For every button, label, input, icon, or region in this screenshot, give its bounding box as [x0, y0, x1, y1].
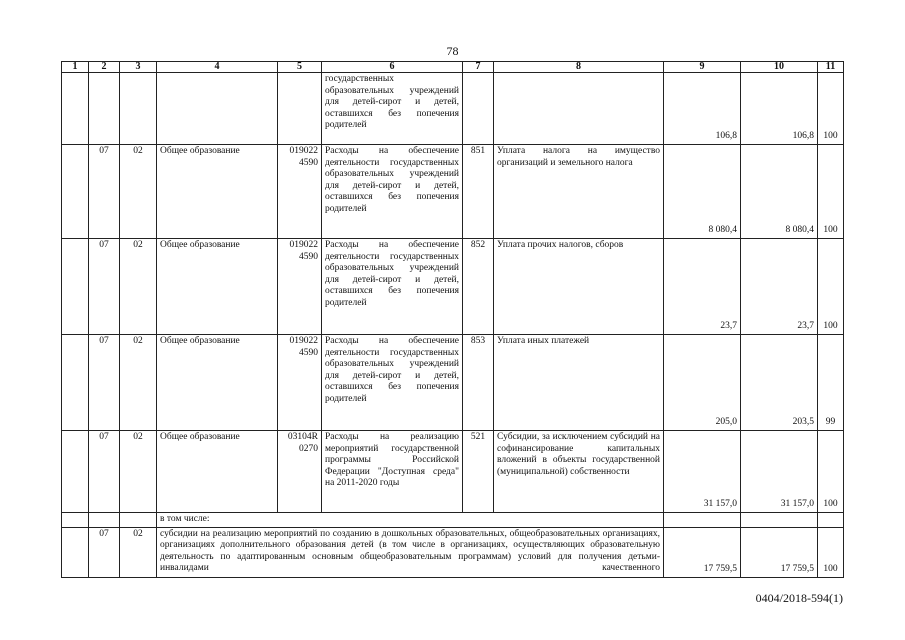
percent-executed: 100 [818, 73, 844, 145]
expense-type-code: 853 [463, 335, 494, 431]
expense-description: Расходы на обеспечение деятельности государственных образовательных учреждений для детей-сирот и детей, оставшихся без попечения родителей [322, 239, 463, 335]
expense-type-name: Уплата налога на имущество организаций и земельного налога [494, 145, 664, 239]
section-name: Общее образование [157, 239, 278, 335]
subsection-code: 02 [120, 239, 157, 335]
section-name: Общее образование [157, 145, 278, 239]
amount-planned: 8 080,4 [664, 145, 741, 239]
budget-table [61, 61, 844, 578]
percent-executed: 100 [818, 527, 844, 577]
document-code: 0404/2018-594(1) [755, 591, 843, 605]
header-cell-2: 2 [89, 62, 120, 73]
amount-executed: 8 080,4 [741, 145, 818, 239]
table-row [62, 145, 844, 239]
header-cell-7: 7 [463, 62, 494, 73]
target-article-code: 03104R 0270 [278, 431, 322, 513]
amount-executed: 203,5 [741, 335, 818, 431]
target-article-code: 019022 4590 [278, 145, 322, 239]
percent-executed: 99 [818, 335, 844, 431]
percent-executed: 100 [818, 431, 844, 513]
amount-planned: 31 157,0 [664, 431, 741, 513]
amount-planned: 205,0 [664, 335, 741, 431]
expense-type-name: Субсидии, за исключением субсидий на софинансирование капитальных вложений в объекты государственной (муниципальной) собственности [494, 431, 664, 513]
header-cell-3: 3 [120, 62, 157, 73]
expense-description: Расходы на реализацию мероприятий государственной программы Российской Федерации "Доступная среда" на 2011-2020 годы [322, 431, 463, 513]
table-row [62, 527, 844, 577]
section-name: Общее образование [157, 335, 278, 431]
table-row [62, 239, 844, 335]
target-article-code: 019022 4590 [278, 239, 322, 335]
amount-planned: 106,8 [664, 73, 741, 145]
expense-type-code: 852 [463, 239, 494, 335]
section-name: Общее образование [157, 431, 278, 513]
subsection-code: 02 [120, 527, 157, 577]
header-row [62, 62, 844, 73]
header-cell-11: 11 [818, 62, 844, 73]
header-cell-9: 9 [664, 62, 741, 73]
amount-executed: 17 759,5 [741, 527, 818, 577]
amount-planned: 17 759,5 [664, 527, 741, 577]
expense-description: Расходы на обеспечение деятельности государственных образовательных учреждений для детей-сирот и детей, оставшихся без попечения родителей [322, 145, 463, 239]
header-cell-8: 8 [494, 62, 664, 73]
header-cell-6: 6 [322, 62, 463, 73]
expense-type-name: Уплата прочих налогов, сборов [494, 239, 664, 335]
amount-planned: 23,7 [664, 239, 741, 335]
expense-type-name: Уплата иных платежей [494, 335, 664, 431]
header-cell-5: 5 [278, 62, 322, 73]
section-code: 07 [89, 431, 120, 513]
table-row [62, 73, 844, 145]
subsection-code: 02 [120, 335, 157, 431]
expense-description: государственных образовательных учреждений для детей-сирот и детей, оставшихся без попечения родителей [322, 73, 463, 145]
section-code: 07 [89, 335, 120, 431]
page-number: 78 [446, 44, 459, 58]
table-row [62, 431, 844, 513]
table-row [62, 335, 844, 431]
expense-type-code: 521 [463, 431, 494, 513]
amount-executed: 31 157,0 [741, 431, 818, 513]
expense-description: Расходы на обеспечение деятельности государственных образовательных учреждений для детей-сирот и детей, оставшихся без попечения родителей [322, 335, 463, 431]
amount-executed: 23,7 [741, 239, 818, 335]
subsection-code: 02 [120, 145, 157, 239]
target-article-code: 019022 4590 [278, 335, 322, 431]
subsection-code: 02 [120, 431, 157, 513]
section-code: 07 [89, 239, 120, 335]
section-code: 07 [89, 145, 120, 239]
percent-executed: 100 [818, 145, 844, 239]
section-code: 07 [89, 527, 120, 577]
header-cell-1: 1 [62, 62, 89, 73]
amount-executed: 106,8 [741, 73, 818, 145]
table-row [62, 513, 844, 528]
percent-executed: 100 [818, 239, 844, 335]
subsidy-description: субсидии на реализацию мероприятий по созданию в дошкольных образовательных, общеобразовательных организациях, организациях дополнительного образования детей (в том числе в организациях, осуществляющих образовательную деятельность по адаптированным основным общеобразовательным программам) условий для получения детьми-инвалидами качественного [157, 527, 664, 577]
header-cell-4: 4 [157, 62, 278, 73]
header-cell-10: 10 [741, 62, 818, 73]
including-label: в том числе: [157, 513, 664, 528]
expense-type-code: 851 [463, 145, 494, 239]
